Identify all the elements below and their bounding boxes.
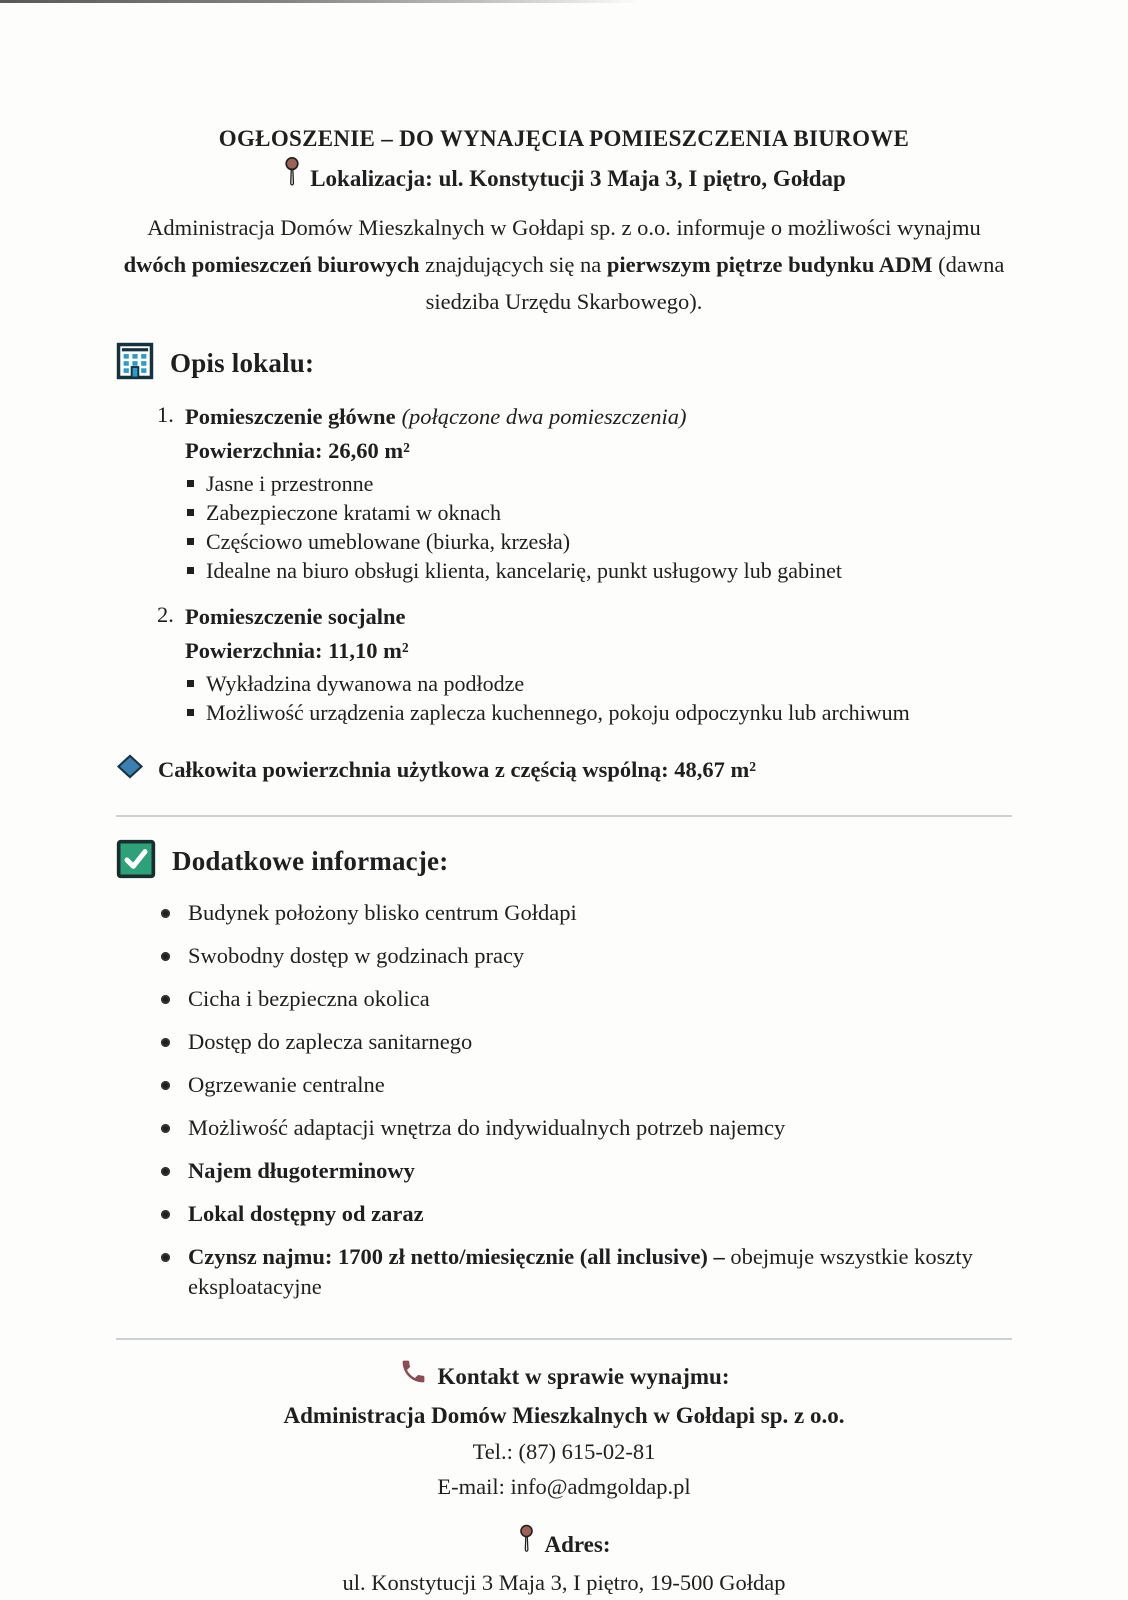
office-building-icon bbox=[116, 342, 154, 385]
room-feature: Częściowo umeblowane (biurka, krzesła) bbox=[185, 527, 1012, 556]
section-heading-opis bbox=[116, 342, 1012, 385]
contact-block bbox=[116, 1360, 1012, 1502]
room-item-social bbox=[116, 602, 1012, 727]
intro-segment: znajdujących się na bbox=[419, 252, 607, 278]
info-item-rent bbox=[116, 1242, 1012, 1302]
room-feature: Idealne na biuro obsługi klienta, kancelarię, punkt usługowy lub gabinet bbox=[185, 556, 1012, 585]
section-divider bbox=[116, 815, 1012, 817]
address-heading-text: Adres: bbox=[544, 1532, 611, 1558]
address-value: ul. Konstytucji 3 Maja 3, I piętro, 19-500 Gołdap bbox=[342, 1570, 786, 1596]
room-title bbox=[185, 602, 1012, 632]
address-heading-line bbox=[116, 1528, 1012, 1564]
intro-bold-segment: dwóch pomieszczeń biurowych bbox=[123, 252, 420, 278]
contact-company: Administracja Domów Mieszkalnych w Gołdapi sp. z o.o. bbox=[283, 1403, 845, 1429]
room-feature: Możliwość urządzenia zaplecza kuchennego, pokoju odpoczynku lub archiwum bbox=[185, 698, 1012, 727]
room-title bbox=[185, 402, 1012, 432]
room-item-main bbox=[116, 402, 1012, 585]
room-name: Pomieszczenie socjalne bbox=[185, 604, 406, 630]
info-item: Najem długoterminowy bbox=[116, 1156, 1012, 1186]
total-area-text: Całkowita powierzchnia użytkowa z częścią wspólną: 48,67 m² bbox=[158, 756, 756, 782]
location-text: Lokalizacja: ul. Konstytucji 3 Maja 3, I piętro, Gołdap bbox=[310, 166, 846, 191]
room-area: Powierzchnia: 11,10 m² bbox=[185, 638, 409, 664]
intro-paragraph bbox=[116, 209, 1012, 320]
info-item: Ogrzewanie centralne bbox=[116, 1070, 1012, 1100]
section-title-opis: Opis lokalu: bbox=[170, 348, 315, 379]
info-item: Cicha i bezpieczna okolica bbox=[116, 984, 1012, 1014]
location-pin-icon bbox=[282, 156, 302, 199]
info-item: Możliwość adaptacji wnętrza do indywidualnych potrzeb najemcy bbox=[116, 1113, 1012, 1143]
contact-heading-line bbox=[116, 1360, 1012, 1396]
contact-phone: Tel.: (87) 615-02-81 bbox=[472, 1439, 656, 1465]
location-pin-icon bbox=[517, 1524, 536, 1564]
telephone-receiver-icon bbox=[399, 1357, 428, 1396]
total-area-line bbox=[116, 754, 1012, 785]
document-content bbox=[116, 124, 1012, 1598]
room-area: Powierzchnia: 26,60 m² bbox=[185, 438, 410, 464]
intro-bold-segment: pierwszym piętrze budynku ADM bbox=[606, 252, 933, 278]
info-item: Dostęp do zaplecza sanitarnego bbox=[116, 1027, 1012, 1057]
room-feature: Zabezpieczone kratami w oknach bbox=[185, 498, 1012, 527]
room-feature-list bbox=[185, 669, 1012, 727]
room-name: Pomieszczenie główne bbox=[185, 404, 396, 430]
rent-bold-text: Czynsz najmu: 1700 zł netto/miesięcznie (all inclusive) – bbox=[188, 1244, 731, 1270]
address-block bbox=[116, 1528, 1012, 1598]
room-feature-list bbox=[185, 469, 1012, 585]
room-number: 1. bbox=[157, 402, 174, 428]
room-feature: Jasne i przestronne bbox=[185, 469, 1012, 498]
green-check-icon bbox=[116, 839, 156, 884]
contact-email: E-mail: info@admgoldap.pl bbox=[437, 1474, 691, 1500]
scan-artifact-top-edge bbox=[0, 0, 640, 3]
page-title: OGŁOSZENIE – DO WYNAJĘCIA POMIESZCZENIA BIUROWE bbox=[218, 126, 910, 151]
room-feature: Wykładzina dywanowa na podłodze bbox=[185, 669, 1012, 698]
info-item: Budynek położony blisko centrum Gołdapi bbox=[116, 898, 1012, 928]
info-item: Swobodny dostęp w godzinach pracy bbox=[116, 941, 1012, 971]
info-item: Lokal dostępny od zaraz bbox=[116, 1199, 1012, 1229]
location-line bbox=[116, 161, 1012, 199]
rent-regular-text: obejmuje wszystkie koszty eksploatacyjne bbox=[188, 1244, 973, 1300]
intro-segment: Administracja Domów Mieszkalnych w Gołdapi sp. z o.o. informuje o możliwości wynajmu bbox=[147, 215, 981, 241]
section-heading-dodatkowe bbox=[116, 839, 1012, 884]
room-number: 2. bbox=[157, 602, 174, 628]
room-name-note: (połączone dwa pomieszczenia) bbox=[401, 404, 687, 430]
section-divider bbox=[116, 1338, 1012, 1340]
additional-info-list bbox=[116, 898, 1012, 1302]
intro-segment: (dawna siedziba Urzędu Skarbowego). bbox=[425, 252, 1005, 315]
blue-diamond-icon bbox=[116, 754, 144, 785]
contact-heading-text: Kontakt w sprawie wynajmu: bbox=[437, 1364, 730, 1390]
section-title-dodatkowe: Dodatkowe informacje: bbox=[172, 846, 449, 877]
